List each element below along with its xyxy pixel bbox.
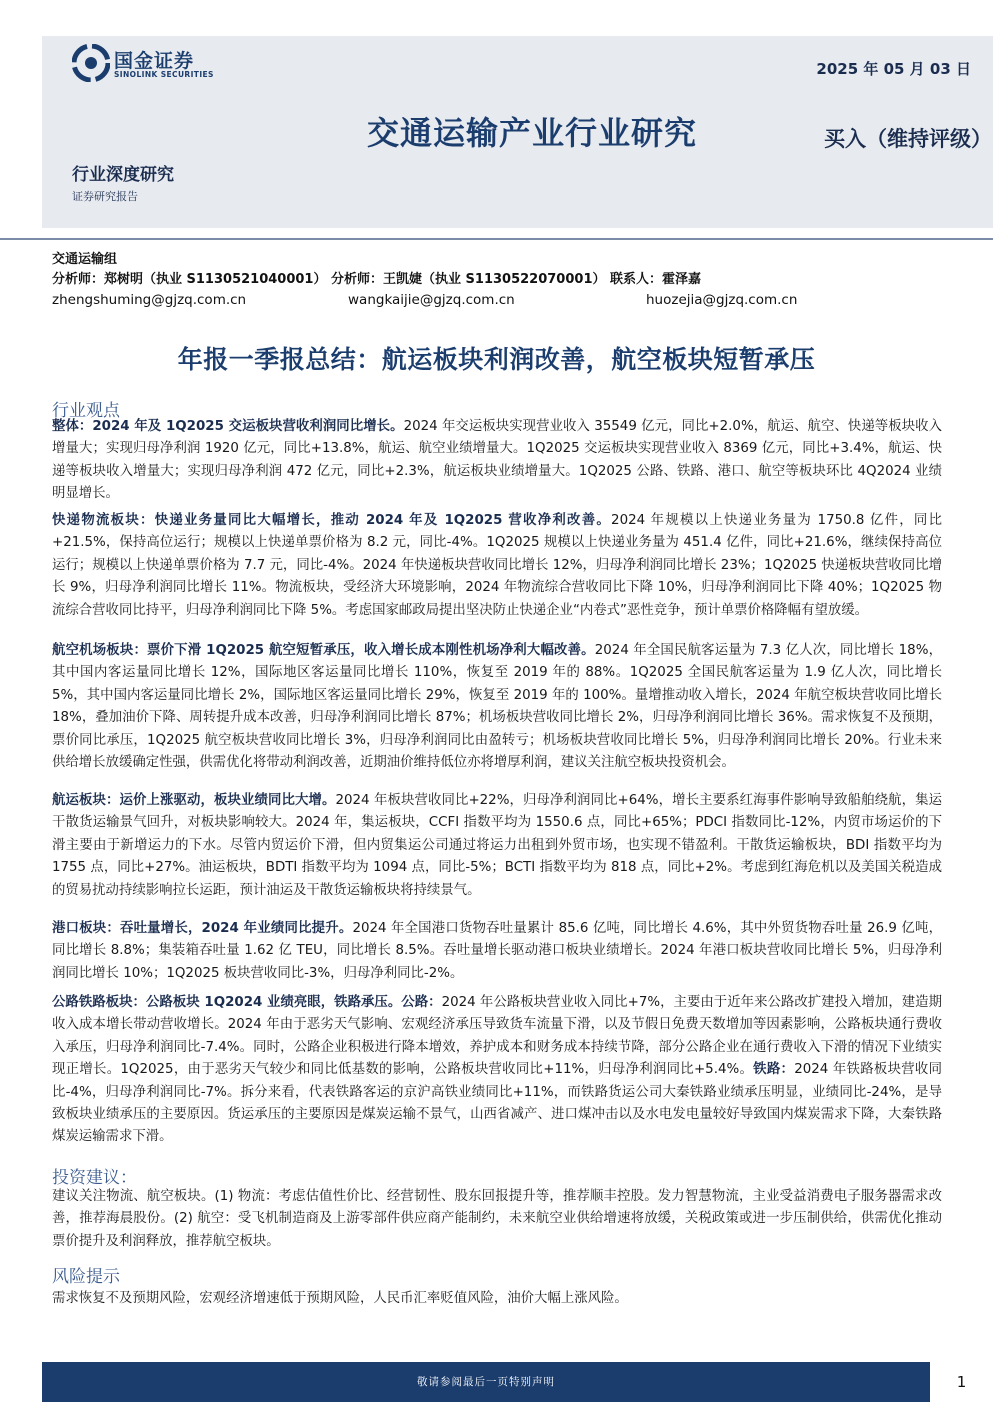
paragraph-body: 2024 年公路板块营业收入同比+7%，主要由于近年来公路改扩建投入增加，建造期收入成本增长带动营收增长。2024 年由于恶劣天气影响、宏观经济承压导致货车流量下滑，以及节假日免费天数增加等因素影响，公路板块通行费收入承压，归母净利润同比-7.4%。同时，公路企业积极进行降本增效，养护成本和财务成本持续节降，部分公路企业在通行费收入下滑的情况下业绩实现正增长。1Q2025，由于恶劣天气较少和同比低基数的影响，公路板块营收同比+11%，归母净利润同比+5.4%。: [52, 995, 942, 1078]
paragraph-body: 2024 年交运板块实现营业收入 35549 亿元，同比+2.0%，航运、航空、快递等板块收入增量大；实现归母净利润 1920 亿元，同比+13.8%，航运、航空业绩增量大。1Q2025 交运板块实现营业收入 8369 亿元，同比+3.4%，航运、快递等板块收入增量大；实现归母净利润 472 亿元，同比+2.3%，航运板块业绩增量大。1Q2025 公路、铁路、港口、航空等板块环比 4Q2024 业绩明显增长。: [52, 419, 942, 502]
paragraph-lead: 整体：2024 年及 1Q2025 交运板块营收利润同比增长。: [52, 419, 404, 434]
analyst-emails: [52, 290, 952, 310]
advice-paragraph: 建议关注物流、航空板块。(1) 物流：考虑估值性价比、经营韧性、股东回报提升等，推荐顺丰控股。发力智慧物流，主业受益消费电子服务器需求改善，推荐海晨股份。(2) 航空：受飞机制造商及上游零部件供应商产能制约，未来航空业供给增速将放缓，关税政策或进一步压制供给，供需优化推动票价提升及利润释放，推荐航空板块。: [52, 1189, 942, 1249]
view-paragraph-shipping: [52, 790, 942, 902]
paragraph-body: 2024 年板块营收同比+22%，归母净利润同比+64%，增长主要系红海事件影响导致船舶绕航，集运干散货运输景气回升，对板块影响较大。2024 年，集运板块，CCFI 指数平均为 1550.6 点，同比+65%；PDCI 指数同比-12%，内贸市场运价的下滑主要由于新增运力的下水。尽管内贸运价下滑，但内贸集运公司通过将运力出租到外贸市场，也实现不错盈利。干散货运输板块，BDI 指数平均为 1755 点，同比+27%。油运板块，BDTI 指数平均为 1094 点，同比-5%；BCTI 指数平均为 818 点，同比+2%。考虑到红海危机以及美国关税造成的贸易扰动持续影响拉长运距，预计油运及干散货运输板块将持续景气。: [52, 793, 942, 898]
report-date: 2025 年 05 月 03 日: [816, 60, 971, 78]
logo-text-en: SINOLINK SECURITIES: [114, 70, 214, 79]
view-paragraph-road-rail: [52, 992, 942, 1149]
paragraph-body: 2024 年规模以上快递业务量为 1750.8 亿件，同比+21.5%，保持高位运行；规模以上快递单票价格为 8.2 元，同比-4%。1Q2025 规模以上快递业务量为 451.4 亿件，同比+21.6%，继续保持高位运行；规模以上快递单票价格为 7.7 元，同比-4%。2024 年快递板块营收同比增长 12%，归母净利润同比增长 23%；1Q2025 快递板块营收同比增长 9%，归母净利润同比增长 11%。物流板块，受经济大环境影响，2024 年物流综合营收同比下降 10%，归母净利润同比下降 40%；1Q2025 物流综合营收同比持平，归母净利润同比下降 5%。考虑国家邮政局提出坚决防止快递企业“内卷式”恶性竞争，预计单票价格降幅有望放缓。: [52, 513, 942, 618]
contact-email-huo[interactable]: huozejia@gjzq.com.cn: [646, 292, 798, 308]
report-type: 行业深度研究: [72, 165, 174, 185]
disclaimer-note: 敬请参阅最后一页特别声明: [417, 1376, 555, 1388]
report-title: 年报一季报总结：航运板块利润改善，航空板块短暂承压: [177, 345, 816, 374]
sinolink-logo-icon: [72, 44, 110, 82]
logo-text-cn: 国金证券: [114, 50, 195, 72]
header-divider: [0, 238, 993, 240]
paragraph-body: 2024 年全国港口货物吞吐量累计 85.6 亿吨，同比增长 4.6%，其中外贸货物吞吐量 26.9 亿吨，同比增长 8.8%；集装箱吞吐量 1.62 亿 TEU，同比增长 8.5%。吞吐量增长驱动港口板块业绩增长。2024 年港口板块营收同比增长 5%，归母净利润同比增长 10%；1Q2025 板块营收同比-3%，归母净利同比-2%。: [52, 921, 942, 981]
paragraph-lead: 航空机场板块：票价下滑 1Q2025 航空短暂承压，收入增长成本刚性机场净利大幅改善。: [52, 643, 595, 658]
paragraph-inline-lead: 铁路：: [753, 1062, 795, 1078]
rating-badge: 买入（维持评级）: [824, 127, 992, 151]
analyst-line: 分析师：郑树明（执业 S1130521040001） 分析师：王凯婕（执业 S1130522070001） 联系人：霍泽嘉: [52, 272, 702, 287]
report-header: [42, 36, 993, 228]
paragraph-lead: 港口板块：吞吐量增长，2024 年业绩同比提升。: [52, 921, 353, 936]
footer-bar: [42, 1362, 930, 1402]
analyst-email-wang[interactable]: wangkaijie@gjzq.com.cn: [348, 292, 515, 308]
view-paragraph-ports: [52, 918, 942, 985]
view-paragraph-overall: [52, 416, 942, 506]
section-heading-risk: 风险提示: [52, 1267, 120, 1287]
paragraph-lead: 快递物流板块：快递业务量同比大幅增长，推动 2024 年及 1Q2025 营收净利改善。: [52, 513, 612, 528]
paragraph-body-rail: 2024 年铁路板块营收同比-4%，归母净利润同比-7%。拆分来看，代表铁路客运的京沪高铁业绩同比+11%，而铁路货运公司大秦铁路业绩承压明显，业绩同比-24%，是导致板块业绩承压的主要原因。货运承压的主要原因是煤炭运输不景气，山西省减产、进口煤冲击以及水电发电量较好导致国内煤炭需求下降，大秦铁路煤炭运输需求下滑。: [52, 1062, 943, 1145]
industry-title: 交通运输产业行业研究: [367, 114, 698, 152]
report-subtype: 证券研究报告: [72, 190, 138, 203]
risk-paragraph: 需求恢复不及预期风险，宏观经济增速低于预期风险，人民币汇率贬值风险，油价大幅上涨风险。: [52, 1291, 628, 1306]
paragraph-lead: 航运板块：运价上涨驱动，板块业绩同比大增。: [52, 793, 336, 808]
section-heading-advice: 投资建议：: [52, 1168, 137, 1188]
paragraph-lead: 公路铁路板块：公路板块 1Q2024 业绩亮眼，铁路承压。公路：: [52, 995, 442, 1010]
analyst-group: 交通运输组: [52, 252, 118, 267]
view-paragraph-express: [52, 510, 942, 622]
page-number: 1: [956, 1373, 967, 1391]
view-paragraph-aviation: [52, 640, 942, 774]
section-heading-view: 行业观点: [52, 401, 120, 421]
analyst-block: [52, 250, 952, 310]
paragraph-body: 2024 年全国民航客运量为 7.3 亿人次，同比增长 18%，其中国内客运量同比增长 12%，国际地区客运量同比增长 110%，恢复至 2019 年的 88%。1Q2025 全国民航客运量为 1.9 亿人次，同比增长 5%，其中国内客运量同比增长 2%，国际地区客运量同比增长 29%，恢复至 2019 年的 100%。量增推动收入增长，2024 年航空板块营收同比增长 18%，叠加油价下降、周转提升成本改善，归母净利润同比增长 87%；机场板块营收同比增长 2%，归母净利润同比增长 36%。需求恢复不及预期，票价同比承压，1Q2025 航空板块营收同比增长 3%，归母净利润同比由盈转亏；机场板块营收同比增长 5%，归母净利润同比增长 20%。行业未来供给增长放缓确定性强，供需优化将带动利润改善，近期油价维持低位亦将增厚利润，建议关注航空板块投资机会。: [52, 643, 942, 771]
analyst-email-zheng[interactable]: zhengshuming@gjzq.com.cn: [52, 292, 247, 308]
sinolink-logo: [72, 44, 272, 84]
